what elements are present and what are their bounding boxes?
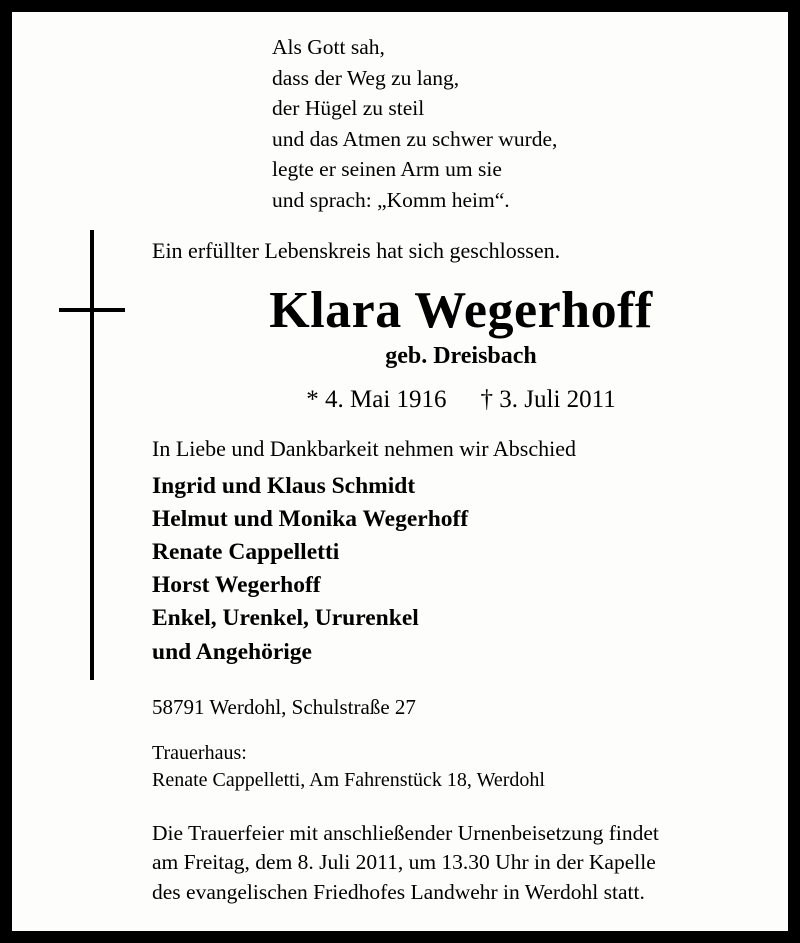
poem-line: Als Gott sah,: [272, 35, 385, 59]
farewell-line: In Liebe und Dankbarkeit nehmen wir Abschied: [152, 435, 576, 461]
cross-icon: [50, 230, 130, 680]
obituary-notice: [12, 12, 788, 931]
list-item: Ingrid und Klaus Schmidt: [152, 472, 416, 499]
poem-line: legte er seinen Arm um sie: [272, 157, 502, 182]
birth-date: * 4. Mai 1916: [306, 385, 447, 413]
trauerhaus-block: [152, 740, 770, 795]
intro-line: Ein erfüllter Lebenskreis hat sich geschlossen.: [152, 238, 561, 264]
ceremony-line: am Freitag, dem 8. Juli 2011, um 13.30 Uhr in der Kapelle: [152, 850, 656, 875]
cross-horizontal-bar: [59, 308, 125, 312]
list-item: und Angehörige: [152, 638, 312, 665]
maiden-name: geb. Dreisbach: [385, 342, 537, 369]
ceremony-line: Die Trauerfeier mit anschließender Urnenbeisetzung findet: [152, 820, 659, 845]
list-item: Renate Cappelletti: [152, 539, 340, 566]
poem-line: und sprach: „Komm heim“.: [272, 187, 510, 212]
ceremony-info: [152, 819, 770, 908]
poem-line: und das Atmen zu schwer wurde,: [272, 126, 558, 151]
notice-content: [152, 32, 770, 908]
mourners-list: [152, 470, 770, 669]
poem-line: der Hügel zu steil: [272, 96, 425, 121]
cross-vertical-bar: [90, 230, 94, 680]
ceremony-line: des evangelischen Friedhofes Landwehr in Werdohl statt.: [152, 880, 645, 905]
poem: [272, 32, 770, 215]
list-item: Horst Wegerhoff: [152, 572, 321, 599]
life-dates: [152, 386, 770, 414]
list-item: Enkel, Urenkel, Ururenkel: [152, 605, 419, 632]
death-date: † 3. Juli 2011: [480, 385, 616, 413]
list-item: Helmut und Monika Wegerhoff: [152, 506, 469, 532]
family-address: 58791 Werdohl, Schulstraße 27: [152, 694, 416, 719]
trauerhaus-label: Trauerhaus:: [152, 741, 247, 764]
trauerhaus-address: Renate Cappelletti, Am Fahrenstück 18, Werdohl: [152, 769, 545, 792]
poem-line: dass der Weg zu lang,: [272, 65, 460, 90]
deceased-name: Klara Wegerhoff: [269, 281, 653, 339]
